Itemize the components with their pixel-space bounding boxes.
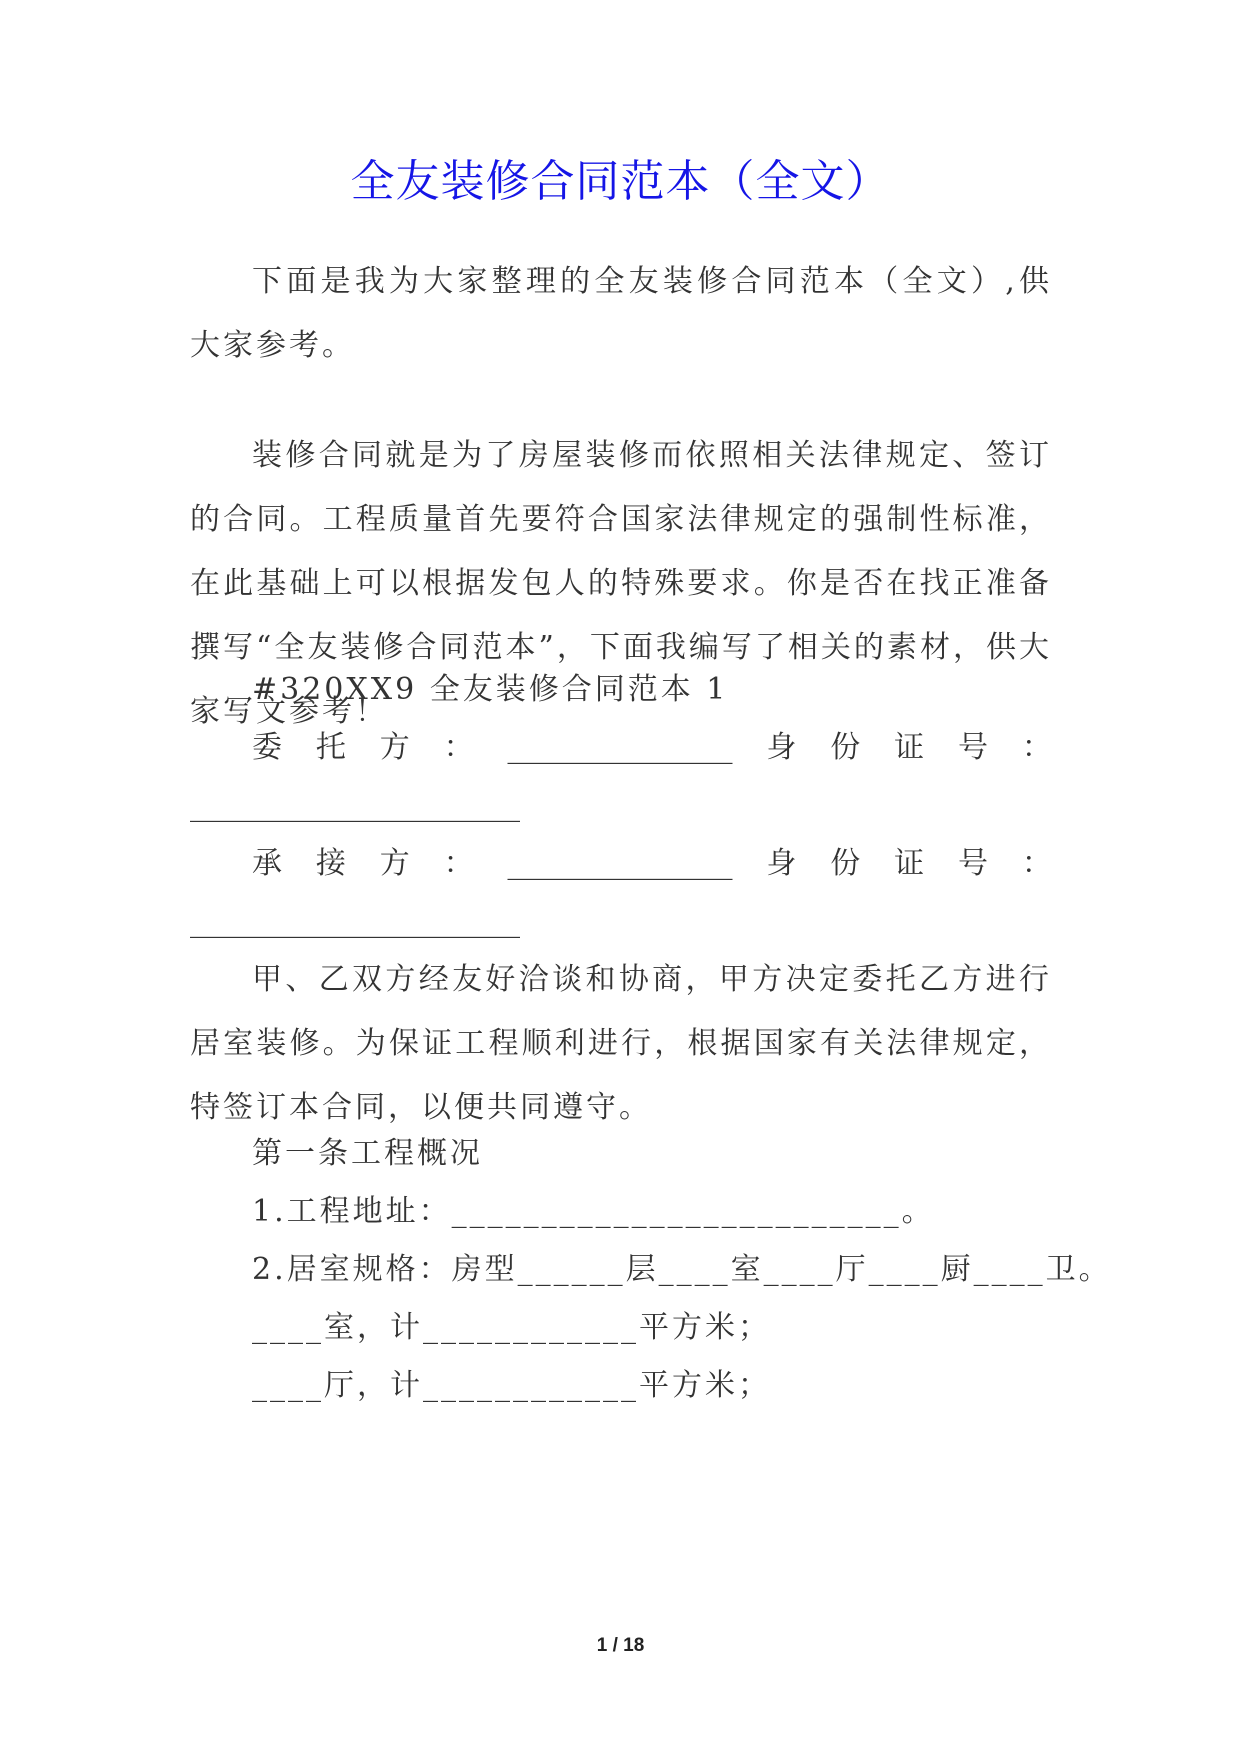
- contractor-party-row: [252, 832, 1052, 896]
- label-char: 身: [766, 846, 797, 881]
- label-char: ：: [443, 846, 474, 881]
- intro-paragraph: 下面是我为大家整理的全友装修合同范本（全文）,供大家参考。: [190, 264, 1052, 363]
- label-char: 承: [252, 846, 282, 881]
- body-paragraph-2: 甲、乙双方经友好洽谈和协商，甲方决定委托乙方进行居室装修。为保证工程顺利进行，根据国家有关法律规定，特签订本合同，以便共同遵守。: [190, 962, 1052, 1125]
- label-char: 证: [894, 730, 925, 765]
- list-item: ____厅，计____________平方米；: [252, 1368, 771, 1403]
- label-char: 份: [830, 846, 861, 881]
- document-title: 全友装修合同范本（全文）: [350, 156, 891, 207]
- id-blank-line: ______________________: [190, 904, 520, 939]
- label-char: 号: [958, 846, 988, 881]
- body-paragraph-1: 装修合同就是为了房屋装修而依照相关法律规定、签订的合同。工程质量首先要符合国家法律规定的强制性标准，在此基础上可以根据发包人的特殊要求。你是否在找正准备撰写“全友装修合同范本”，下面我编写了相关的素材，供大家写文参考！: [190, 438, 1052, 729]
- label-char: 委: [252, 730, 282, 765]
- label-char: 托: [315, 730, 346, 765]
- label-char: 身: [766, 730, 797, 765]
- label-char: 证: [894, 846, 925, 881]
- label-char: ：: [1021, 730, 1052, 765]
- page-number: 1 / 18: [596, 1635, 645, 1656]
- blank-line: _______________: [507, 846, 733, 881]
- label-char: 份: [830, 730, 861, 765]
- list-item: 1.工程地址：_________________________。: [252, 1194, 935, 1229]
- id-blank-line: ______________________: [190, 788, 520, 823]
- label-char: 接: [315, 846, 346, 881]
- blank-line: _______________: [507, 730, 733, 765]
- label-char: 方: [379, 846, 410, 881]
- list-item: ____室，计____________平方米；: [252, 1310, 771, 1345]
- label-char: ：: [1021, 846, 1052, 881]
- label-char: 号: [958, 730, 988, 765]
- list-item: 2.居室规格：房型______层____室____厅____厨____卫。: [252, 1252, 1112, 1287]
- section-heading: #320XX9 全友装修合同范本 1: [252, 672, 729, 707]
- label-char: 方: [379, 730, 410, 765]
- label-char: ：: [443, 730, 474, 765]
- entrusting-party-row: [252, 716, 1052, 780]
- article-heading: 第一条工程概况: [252, 1136, 483, 1171]
